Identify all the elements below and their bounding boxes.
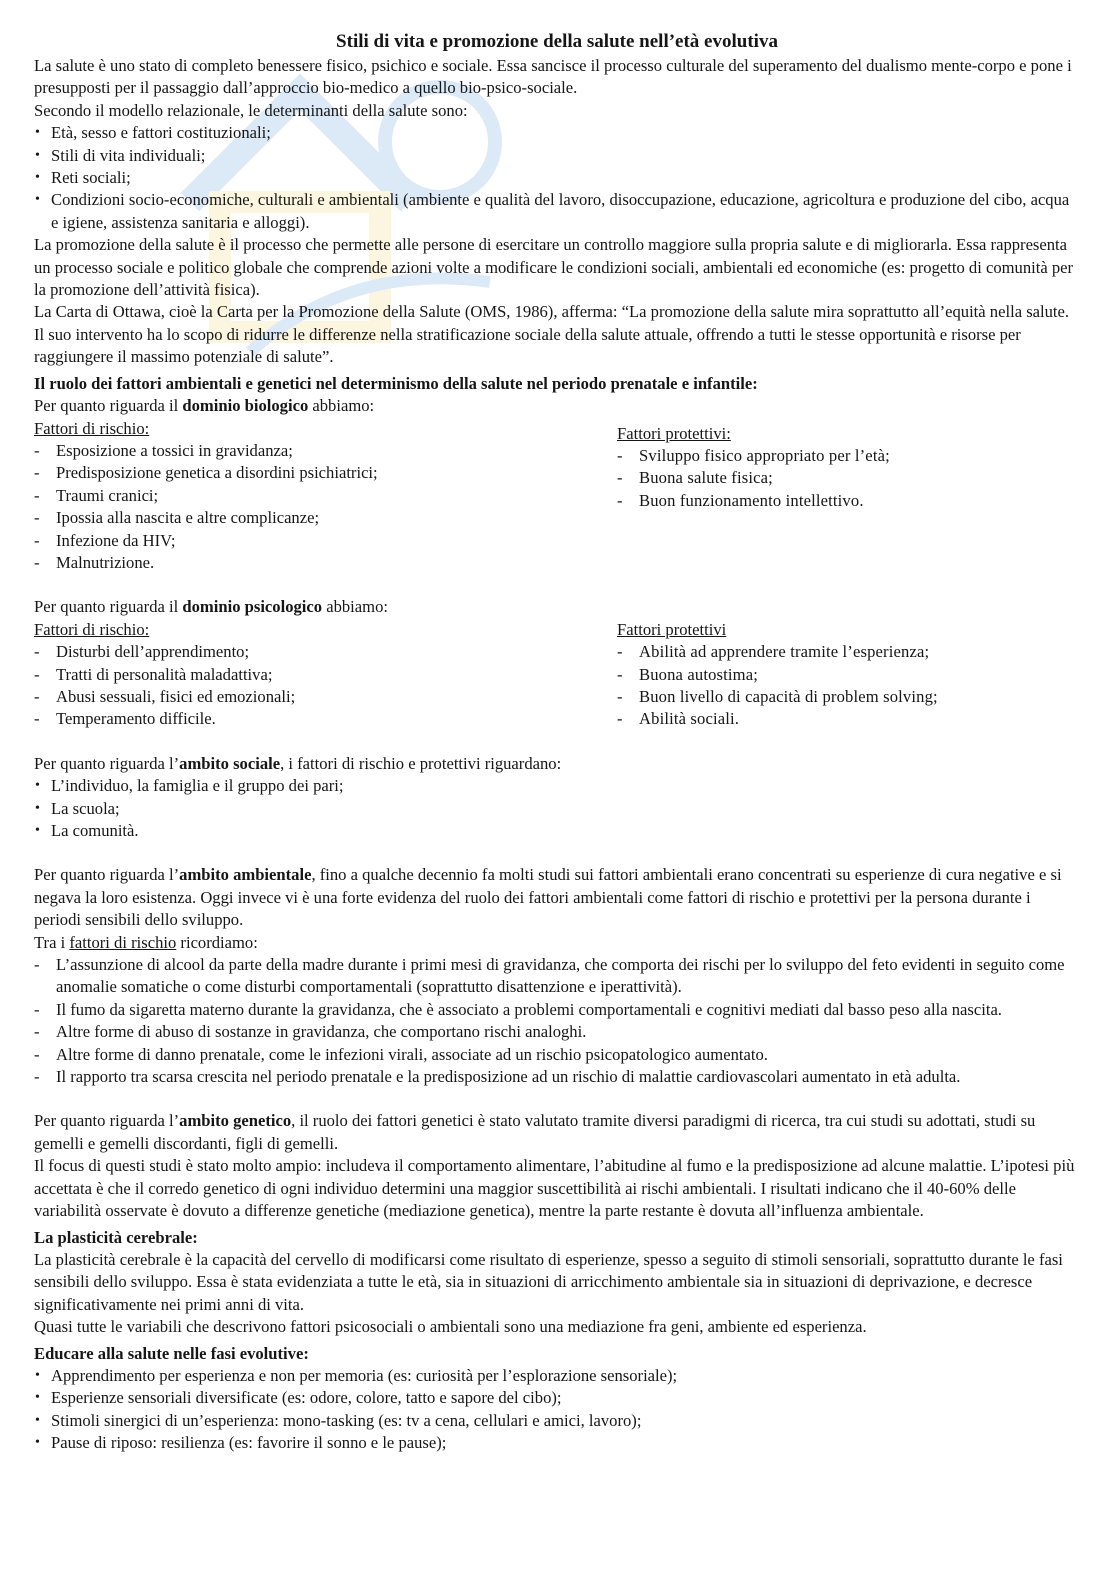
bio-risk-list <box>34 440 617 574</box>
plasticity-paragraph: La plasticità cerebrale è la capacità del cervello di modificarsi come risultato di esperienze, spesso a seguito di stimoli sensoriali, soprattutto durante le fasi sensibili dello sviluppo. Essa è stata evidenziata a tutte le età, sia in situazioni di arricchimento ambientale sia in situazioni di deprivazione, e decresce significativamente nei primi anni di vita. <box>34 1249 1063 1314</box>
psy-risk-title: Fattori di rischio: <box>34 619 150 639</box>
list-item: • Pause di riposo: resilienza (es: favorire il sonno e le pause); <box>34 1432 1080 1454</box>
determinants-intro: Secondo il modello relazionale, le determinanti della salute sono: <box>34 100 468 120</box>
plasticity-heading: La plasticità cerebrale: <box>34 1227 198 1247</box>
bio-factors-columns <box>34 418 1080 575</box>
environment-paragraph: Per quanto riguarda l’ambito ambientale, fino a qualche decennio fa molti studi sui fattori ambientali erano concentrati su esperienze di cura negative e si negava la loro esistenza. Oggi invece vi è una forte evidenza del ruolo dei fattori ambientali come fattori di rischio e protettivi per la persona durante i periodi sensibili dello sviluppo. <box>34 865 1062 930</box>
determinants-list <box>34 122 1080 234</box>
promotion-paragraph: La promozione della salute è il processo che permette alle persone di esercitare un controllo maggiore sulla propria salute e di migliorarla. Essa rappresenta un processo sociale e politico globale che comprende azioni volte a modificare le condizioni sociali, ambientali ed economiche (es: progetto di comunità per la promozione dell’attività fisica). <box>34 235 1074 300</box>
list-item: - Sviluppo fisico appropriato per l’età; <box>617 445 1080 467</box>
list-item: - Il rapporto tra scarsa crescita nel periodo prenatale e la predisposizione ad un rischio di malattie cardiovascolari aumentato in età adulta. <box>34 1066 1080 1088</box>
list-item: • Apprendimento per esperienza e non per memoria (es: curiosità per l’esplorazione sensoriale); <box>34 1365 1080 1387</box>
psy-risk-column <box>34 619 617 731</box>
list-item: • La comunità. <box>34 820 1080 842</box>
list-item: - Infezione da HIV; <box>34 530 617 552</box>
list-item: - Il fumo da sigaretta materno durante la gravidanza, che è associato a problemi comportamentali e cognitivi mediati dal basso peso alla nascita. <box>34 999 1080 1021</box>
list-item: - Abusi sessuali, fisici ed emozionali; <box>34 686 617 708</box>
list-item: - Temperamento difficile. <box>34 708 617 730</box>
genetic-focus-paragraph: Il focus di questi studi è stato molto ampio: includeva il comportamento alimentare, l’abitudine al fumo e la predisposizione ad alcune malattie. L’ipotesi più accettata è che il corredo genetico di ogni individuo determini una maggior suscettibilità ai rischi ambientali. I risultati indicano che il 40-60% delle variabilità osservate è dovuto a differenze genetiche (mediazione genetica), mentre la parte restante è dovuta all’influenza ambientale. <box>34 1156 1075 1221</box>
education-heading: Educare alla salute nelle fasi evolutive: <box>34 1343 309 1363</box>
plasticity-paragraph-2: Quasi tutte le variabili che descrivono fattori psicosociali o ambientali sono una mediazione fra geni, ambiente ed esperienza. <box>34 1317 867 1337</box>
list-item: - Malnutrizione. <box>34 552 617 574</box>
list-item: - Buona autostima; <box>617 664 1080 686</box>
intro-paragraph: La salute è uno stato di completo benessere fisico, psichico e sociale. Essa sancisce il processo culturale del superamento del dualismo mente-corpo e pone i presupposti per il passaggio dall’approccio bio-medico a quello bio-psico-sociale. <box>34 56 1072 98</box>
bio-risk-column <box>34 418 617 575</box>
list-item: • L’individuo, la famiglia e il gruppo dei pari; <box>34 775 1080 797</box>
list-item: - Tratti di personalità maladattiva; <box>34 664 617 686</box>
list-item: - Buon livello di capacità di problem solving; <box>617 686 1080 708</box>
list-item: - Disturbi dell’apprendimento; <box>34 641 617 663</box>
genetic-paragraph: Per quanto riguarda l’ambito genetico, il ruolo dei fattori genetici è stato valutato tramite diversi paradigmi di ricerca, tra cui studi su adottati, studi su gemelli e gemelli discordanti, figli di gemelli. <box>34 1111 1036 1153</box>
list-item: - Altre forme di abuso di sostanze in gravidanza, che comportano rischi analoghi. <box>34 1021 1080 1043</box>
list-item: - Altre forme di danno prenatale, come le infezioni virali, associate ad un rischio psicopatologico aumentato. <box>34 1044 1080 1066</box>
list-item: • Età, sesso e fattori costituzionali; <box>34 122 1080 144</box>
list-item: - Abilità sociali. <box>617 708 1080 730</box>
bio-protective-column <box>617 418 1080 575</box>
bio-protective-list <box>617 445 1080 512</box>
list-item: - Ipossia alla nascita e altre complicanze; <box>34 507 617 529</box>
psy-factors-columns <box>34 619 1080 731</box>
list-item: • Esperienze sensoriali diversificate (es: odore, colore, tatto e sapore del cibo); <box>34 1387 1080 1409</box>
env-gen-heading: Il ruolo dei fattori ambientali e genetici nel determinismo della salute nel periodo prenatale e infantile: <box>34 373 758 393</box>
education-list <box>34 1365 1080 1455</box>
list-item: - Buona salute fisica; <box>617 467 1080 489</box>
list-item: - Predisposizione genetica a disordini psichiatrici; <box>34 462 617 484</box>
list-item: - Abilità ad apprendere tramite l’esperienza; <box>617 641 1080 663</box>
bio-domain-intro: Per quanto riguarda il dominio biologico abbiamo: <box>34 396 375 416</box>
social-list <box>34 775 1080 842</box>
ottawa-paragraph: La Carta di Ottawa, cioè la Carta per la Promozione della Salute (OMS, 1986), afferma: “La promozione della salute mira soprattutto all’equità nella salute. Il suo intervento ha lo scopo di ridurre le differenze nella stratificazione sociale della salute attuale, offrendo a tutti le stesse opportunità e risorse per raggiungere il massimo potenziale di salute”. <box>34 302 1070 367</box>
psy-protective-list <box>617 641 1080 731</box>
list-item: • Stili di vita individuali; <box>34 145 1080 167</box>
psy-domain-intro: Per quanto riguarda il dominio psicologico abbiamo: <box>34 597 388 617</box>
environment-risk-intro: Tra i fattori di rischio ricordiamo: <box>34 932 258 952</box>
list-item: - Esposizione a tossici in gravidanza; <box>34 440 617 462</box>
list-item: - Buon funzionamento intellettivo. <box>617 490 1080 512</box>
bio-protective-title: Fattori protettivi: <box>617 423 731 443</box>
psy-risk-list <box>34 641 617 731</box>
list-item: • Condizioni socio-economiche, culturali e ambientali (ambiente e qualità del lavoro, disoccupazione, educazione, agricoltura e produzione del cibo, acqua e igiene, assistenza sanitaria e alloggi). <box>34 189 1080 234</box>
psy-protective-title: Fattori protettivi <box>617 619 727 639</box>
list-item: • La scuola; <box>34 798 1080 820</box>
bio-risk-title: Fattori di rischio: <box>34 418 150 438</box>
list-item: • Reti sociali; <box>34 167 1080 189</box>
list-item: - Traumi cranici; <box>34 485 617 507</box>
social-intro: Per quanto riguarda l’ambito sociale, i fattori di rischio e protettivi riguardano: <box>34 753 562 773</box>
list-item: • Stimoli sinergici di un’esperienza: mono-tasking (es: tv a cena, cellulari e amici, lavoro); <box>34 1410 1080 1432</box>
document-title: Stili di vita e promozione della salute nell’età evolutiva <box>336 31 778 52</box>
psy-protective-column <box>617 619 1080 731</box>
list-item: - L’assunzione di alcool da parte della madre durante i primi mesi di gravidanza, che comporta dei rischi per lo sviluppo del feto evidenti in seguito come anomalie somatiche o come disturbi comportamentali (soprattutto disattenzione e iperattività). <box>34 954 1080 999</box>
document-page <box>34 30 1080 1455</box>
environment-risk-list <box>34 954 1080 1088</box>
